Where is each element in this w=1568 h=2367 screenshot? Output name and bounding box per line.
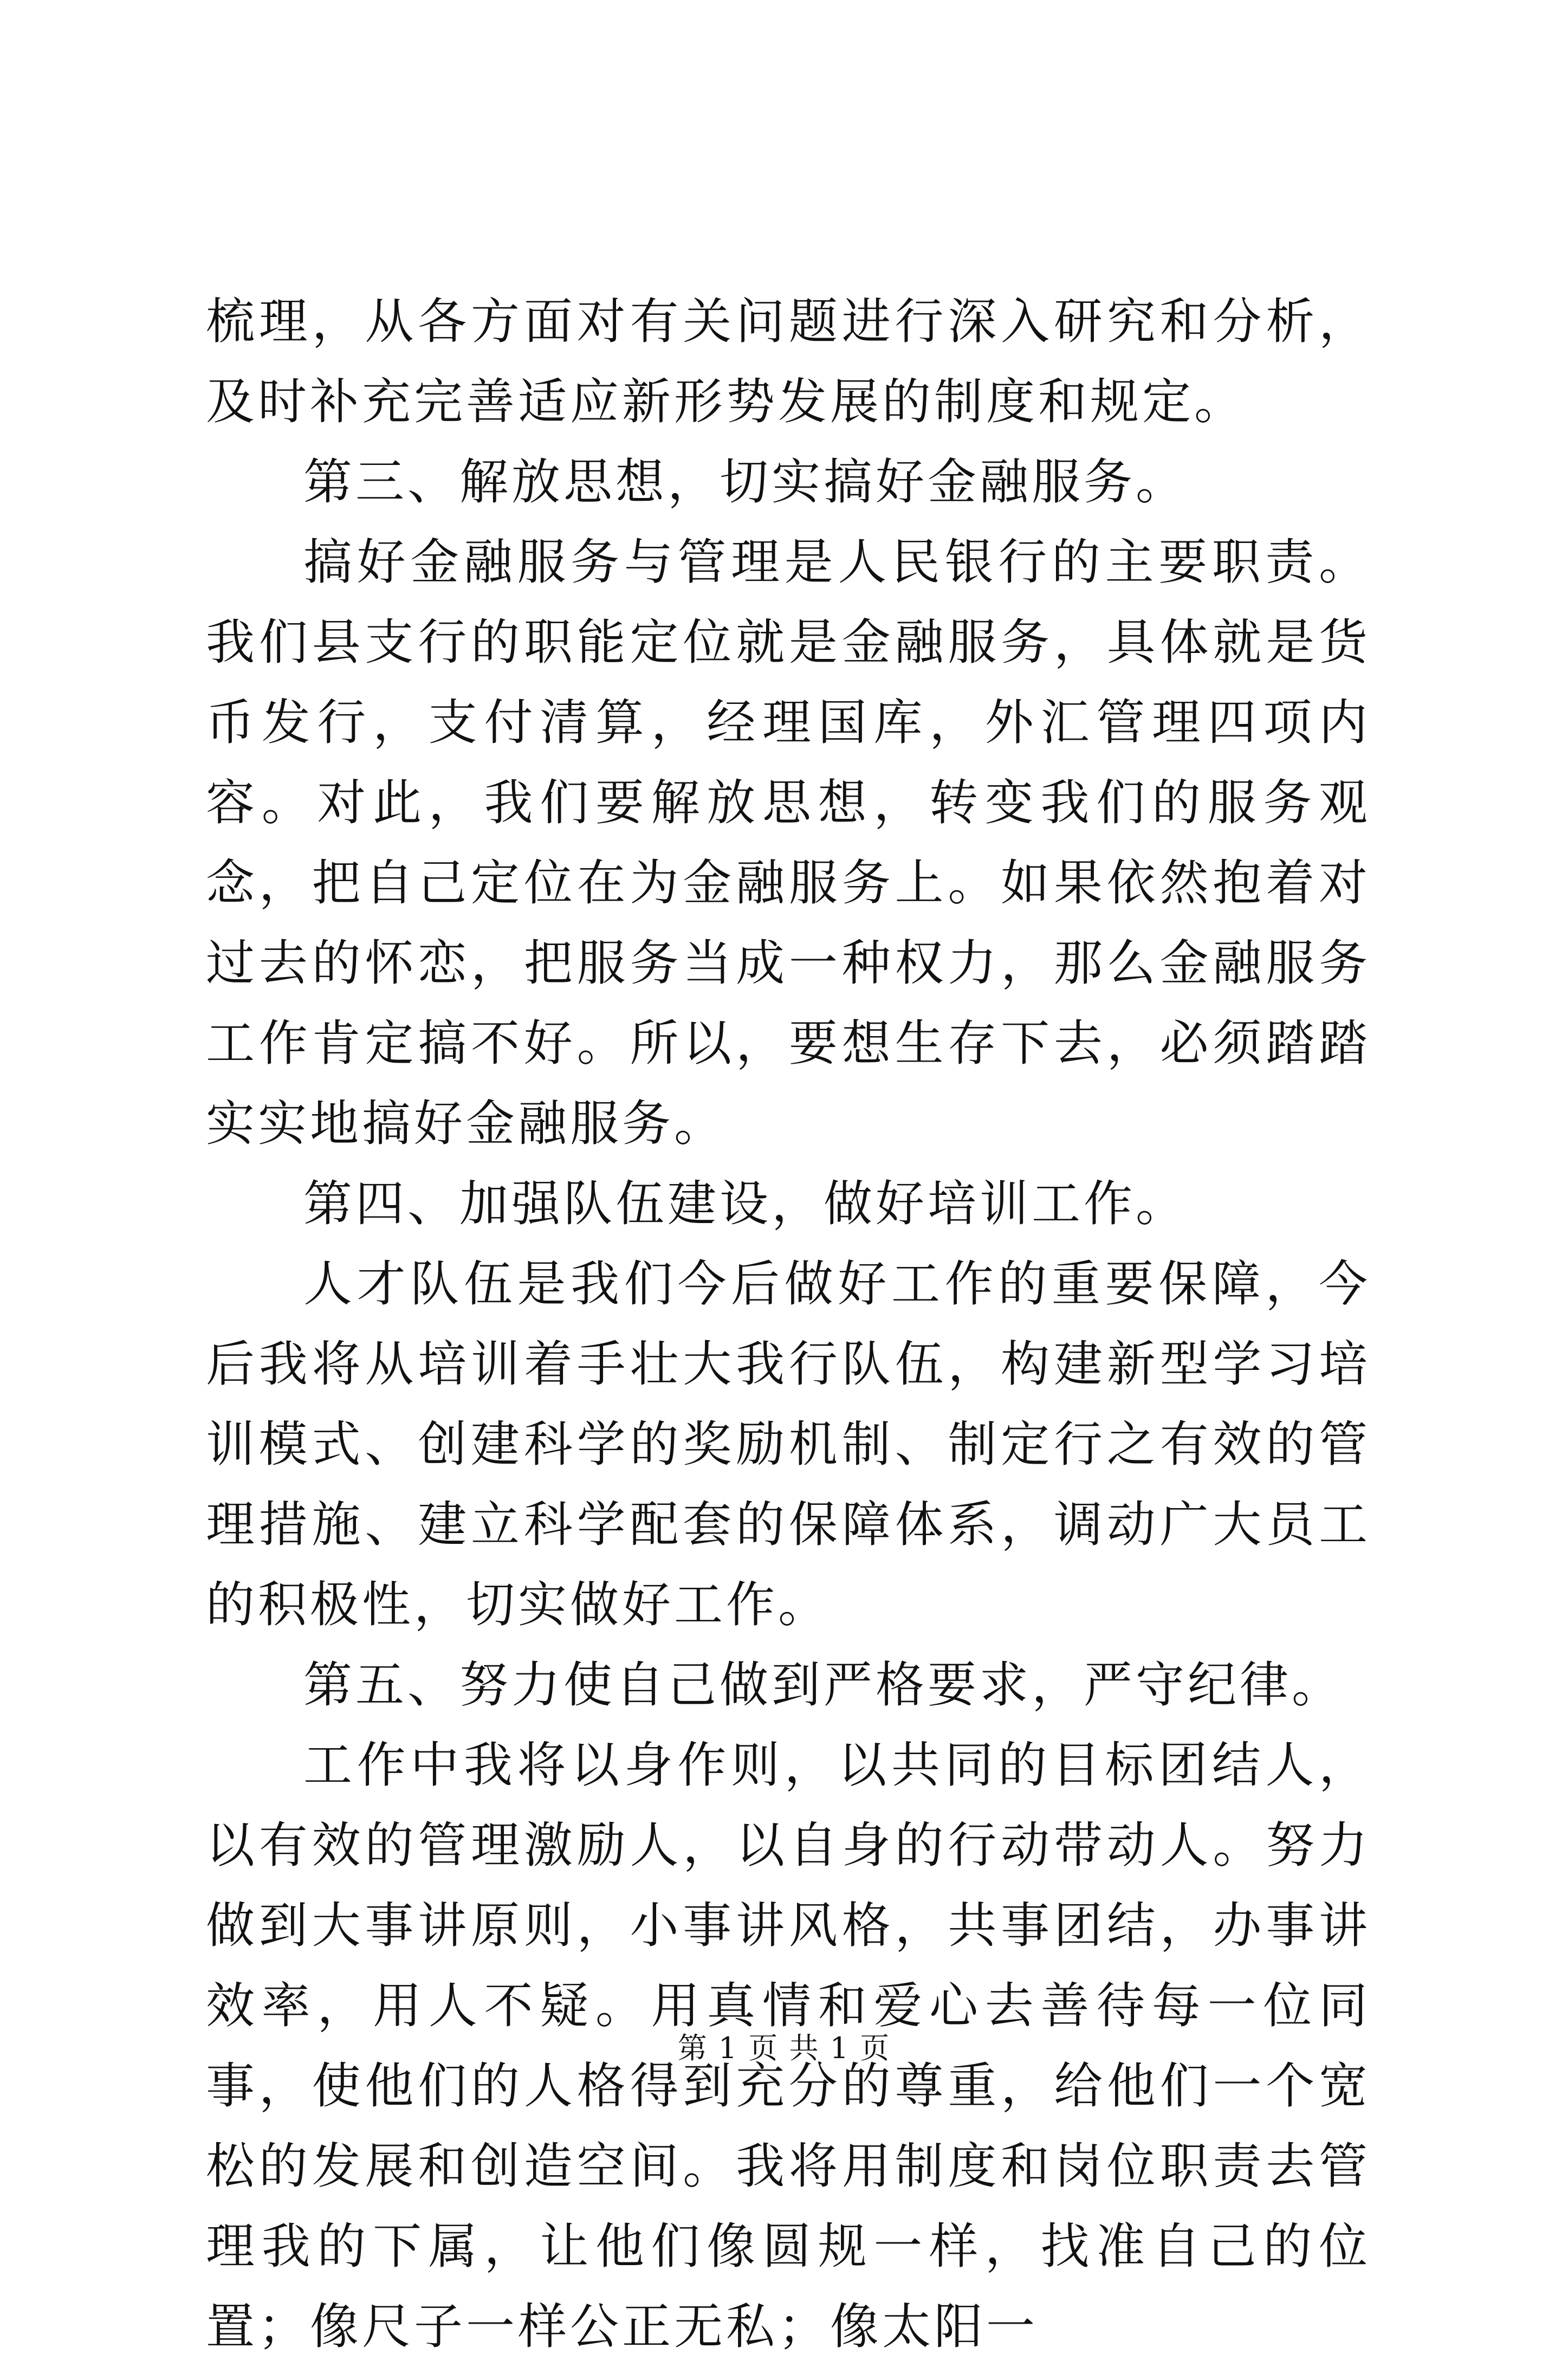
paragraph-financial-service: 搞好金融服务与管理是人民银行的主要职责。我们县支行的职能定位就是金融服务，具体就是货币发行，支付清算，经理国库，外汇管理四项内容。对此，我们要解放思想，转变我们的服务观念，把自己定位在为金融服务上。如果依然抱着对过去的怀恋，把服务当成一种权力，那么金融服务工作肯定搞不好。所以，要想生存下去，必须踏踏实实地搞好金融服务。 [206,534,1371,1152]
page-footer: 第 1 页 共 1 页 [677,2031,891,2065]
paragraph-team-building: 人才队伍是我们今后做好工作的重要保障，今后我将从培训着手壮大我行队伍，构建新型学习培训模式、创建科学的奖励机制、制定行之有效的管理措施、建立科学配套的保障体系，调动广大员工的积极性，切实做好工作。 [206,1256,1371,1633]
section-heading-3: 第三、解放思想，切实搞好金融服务。 [303,454,1188,510]
paragraph-continuation: 梳理，从各方面对有关问题进行深入研究和分析，及时补充完善适应新形势发展的制度和规定。 [206,293,1371,430]
section-heading-5: 第五、努力使自己做到严格要求，严守纪律。 [303,1657,1344,1713]
section-heading-4: 第四、加强队伍建设，做好培训工作。 [303,1175,1188,1232]
paragraph-self-discipline: 工作中我将以身作则，以共同的目标团结人，以有效的管理激励人，以自身的行动带动人。努力做到大事讲原则，小事讲风格，共事团结，办事讲效率，用人不疑。用真情和爱心去善待每一位同事，使他们的人格得到充分的尊重，给他们一个宽松的发展和创造空间。我将用制度和岗位职责去管理我的下属，让他们像圆规一样，找准自己的位置；像尺子一样公正无私；像太阳一 [206,1737,1371,2355]
